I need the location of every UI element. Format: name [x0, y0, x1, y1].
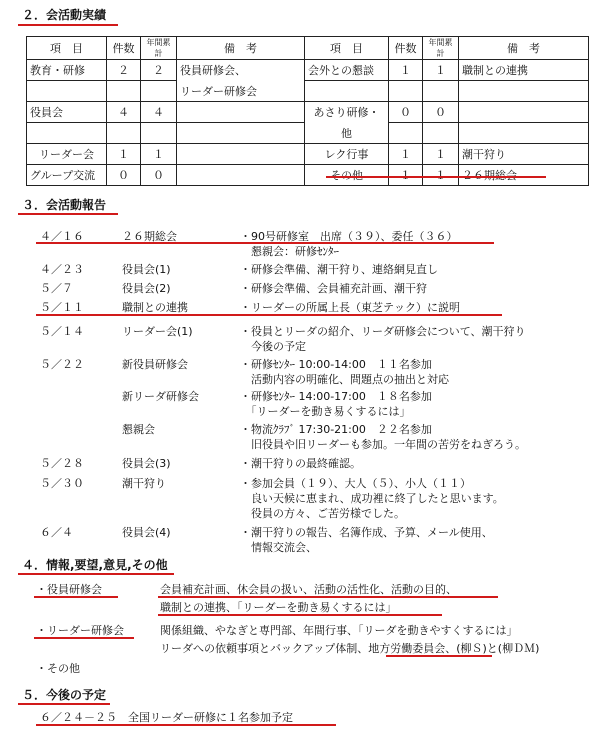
info-leader-line1: 関係組織、やなぎと専門部、年間行事、「リーダを動きやすくするには」 — [160, 624, 518, 637]
table-cell — [459, 102, 589, 123]
table-cell: ０ — [389, 102, 423, 123]
report-detail: ・役員とリーダの紹介、リーダ研修会について、潮干狩り — [240, 325, 526, 338]
report-detail: ・研修ｾﾝﾀｰ 14:00-17:00 １８名参加 — [240, 390, 432, 403]
table-cell: １ — [423, 144, 459, 165]
info-yakuin-line2: 職制との連携、「リーダーを動き易くするには」 — [160, 601, 397, 614]
table-cell — [107, 81, 141, 102]
report-detail: ・潮干狩りの報告、名簿作成、予算、メール使用、 — [240, 526, 493, 539]
activity-summary-table — [26, 36, 589, 186]
report-detail: ・潮干狩りの最終確認。 — [240, 457, 361, 470]
report-detail: 今後の予定 — [240, 340, 306, 353]
report-event: ２６期総会 — [122, 230, 177, 243]
table-cell: 他 — [305, 123, 389, 144]
table-cell: ０ — [423, 102, 459, 123]
section-3-title: ３．会活動報告 — [22, 198, 107, 212]
table-cell: 教育・研修 — [27, 60, 107, 81]
header-cell: 備 考 — [177, 37, 305, 60]
table-row — [27, 60, 589, 81]
section-4-title: ４．情報,要望,意見,その他 — [22, 558, 168, 572]
header-cell: 件数 — [107, 37, 141, 60]
table-cell: ２ — [107, 60, 141, 81]
report-detail: ・研修ｾﾝﾀｰ 10:00-14:00 １１名参加 — [240, 358, 432, 371]
table-cell — [177, 102, 305, 123]
header-cell: 備 考 — [459, 37, 589, 60]
report-detail: ・参加会員（１９）、大人（５）、小人（１１） — [240, 477, 471, 490]
section-5-title: ５．今後の予定 — [22, 688, 107, 702]
table-cell: 潮干狩り — [459, 144, 589, 165]
table-cell: １ — [389, 165, 423, 186]
report-event: 役員会(3) — [122, 457, 171, 470]
red-underline — [326, 176, 546, 178]
report-date: ５／１１ — [40, 301, 84, 314]
report-event: 役員会(1) — [122, 263, 171, 276]
report-detail: 旧役員や旧リーダーも参加。一年間の苦労をねぎろう。 — [240, 438, 526, 451]
table-cell — [389, 123, 423, 144]
table-cell: 職制との連携 — [459, 60, 589, 81]
table-row — [27, 123, 589, 144]
red-underline — [18, 573, 174, 575]
table-row — [27, 165, 589, 186]
report-detail: ・リーダーの所属上長（東芝テック）に説明 — [240, 301, 460, 314]
table-cell: 役員研修会、 — [177, 60, 305, 81]
report-date: ６／４ — [40, 526, 73, 539]
table-cell: １ — [141, 144, 177, 165]
report-detail: ・研修会準備、潮干狩り、連絡網見直し — [240, 263, 438, 276]
table-cell: 役員会 — [27, 102, 107, 123]
red-underline — [36, 242, 494, 244]
table-header-row — [27, 37, 589, 60]
table-cell — [459, 81, 589, 102]
report-date: ５／２２ — [40, 358, 84, 371]
report-event: リーダー会(1) — [122, 325, 193, 338]
table-cell — [27, 81, 107, 102]
red-underline — [34, 637, 134, 639]
table-cell: リーダー研修会 — [177, 81, 305, 102]
info-leader-line2: リーダへの依頼事項とバックアップ体制、地方労働委員会、(柳Ｓ)と(柳ＤＭ) — [160, 642, 540, 655]
table-cell — [141, 81, 177, 102]
header-cell: 項 目 — [305, 37, 389, 60]
red-underline — [18, 24, 118, 26]
table-cell: あさり研修・ — [305, 102, 389, 123]
header-cell: 件数 — [389, 37, 423, 60]
table-cell: リーダー会 — [27, 144, 107, 165]
section-2-title: ２．会活動実績 — [22, 8, 107, 22]
future-plan-line: ６／２４－２５ 全国リーダー研修に１名参加予定 — [40, 711, 293, 724]
table-cell: １ — [389, 60, 423, 81]
table-cell — [177, 144, 305, 165]
info-leader-label: ・リーダー研修会 — [36, 624, 124, 637]
info-yakuin-line1: 会員補充計画、休会員の扱い、活動の活性化、活動の目的、 — [160, 583, 457, 596]
report-date: ５／１４ — [40, 325, 84, 338]
header-cell: 年間累計 — [141, 37, 177, 60]
report-event: 役員会(2) — [122, 282, 171, 295]
header-cell: 年間累計 — [423, 37, 459, 60]
report-event: 懇親会 — [122, 423, 155, 436]
table-cell: ２６期総会 — [459, 165, 589, 186]
report-detail: ・90号研修室 出席（３９）、委任（３６） — [240, 230, 458, 243]
table-cell — [141, 123, 177, 144]
table-cell — [423, 123, 459, 144]
report-event: 潮干狩り — [122, 477, 166, 490]
red-underline — [158, 614, 442, 616]
report-detail: ・物流ｸﾗﾌﾞ 17:30-21:00 ２２名参加 — [240, 423, 432, 436]
report-date: ４／１６ — [40, 230, 84, 243]
red-underline — [36, 724, 336, 726]
table-row — [27, 144, 589, 165]
table-cell: グループ交流 — [27, 165, 107, 186]
red-underline — [18, 703, 110, 705]
report-detail: 「リーダーを動き易くするには」 — [240, 405, 411, 418]
table-cell — [177, 123, 305, 144]
table-cell — [27, 123, 107, 144]
red-underline — [18, 213, 118, 215]
red-underline — [158, 596, 498, 598]
red-underline — [386, 655, 492, 657]
report-detail: 活動内容の明確化、問題点の抽出と対応 — [240, 373, 449, 386]
table-cell — [107, 123, 141, 144]
report-detail: ・研修会準備、会員補充計画、潮干狩 — [240, 282, 427, 295]
table-cell: レク行事 — [305, 144, 389, 165]
table-cell: ４ — [141, 102, 177, 123]
report-event: 新役員研修会 — [122, 358, 188, 371]
table-cell — [459, 123, 589, 144]
table-cell: １ — [107, 144, 141, 165]
info-other-label: ・その他 — [36, 662, 80, 675]
table-cell: １ — [389, 144, 423, 165]
report-date: ５／２８ — [40, 457, 84, 470]
header-cell: 項 目 — [27, 37, 107, 60]
table-cell: ２ — [141, 60, 177, 81]
red-underline — [34, 596, 118, 598]
table-cell — [177, 165, 305, 186]
table-cell: 会外との懇談 — [305, 60, 389, 81]
report-date: ５／３０ — [40, 477, 84, 490]
report-detail: 懇親会：研修ｾﾝﾀｰ — [240, 245, 339, 258]
table-cell — [423, 81, 459, 102]
table-row — [27, 81, 589, 102]
table-cell: １ — [423, 60, 459, 81]
table-row — [27, 102, 589, 123]
table-cell — [305, 81, 389, 102]
table-cell: １ — [423, 165, 459, 186]
report-event: 職制との連携 — [122, 301, 188, 314]
report-date: ５／７ — [40, 282, 73, 295]
report-event: 新リーダ研修会 — [122, 390, 199, 403]
table-cell: ４ — [107, 102, 141, 123]
info-yakuin-label: ・役員研修会 — [36, 583, 102, 596]
report-detail: 情報交流会、 — [240, 541, 317, 554]
red-underline — [36, 314, 502, 316]
report-date: ４／２３ — [40, 263, 84, 276]
report-detail: 良い天候に恵まれ、成功裡に終了したと思います。 — [240, 492, 504, 505]
table-cell: ０ — [107, 165, 141, 186]
table-cell: ０ — [141, 165, 177, 186]
report-event: 役員会(4) — [122, 526, 171, 539]
table-cell: その他 — [305, 165, 389, 186]
report-detail: 役員の方々、ご苦労様でした。 — [240, 507, 405, 520]
table-cell — [389, 81, 423, 102]
